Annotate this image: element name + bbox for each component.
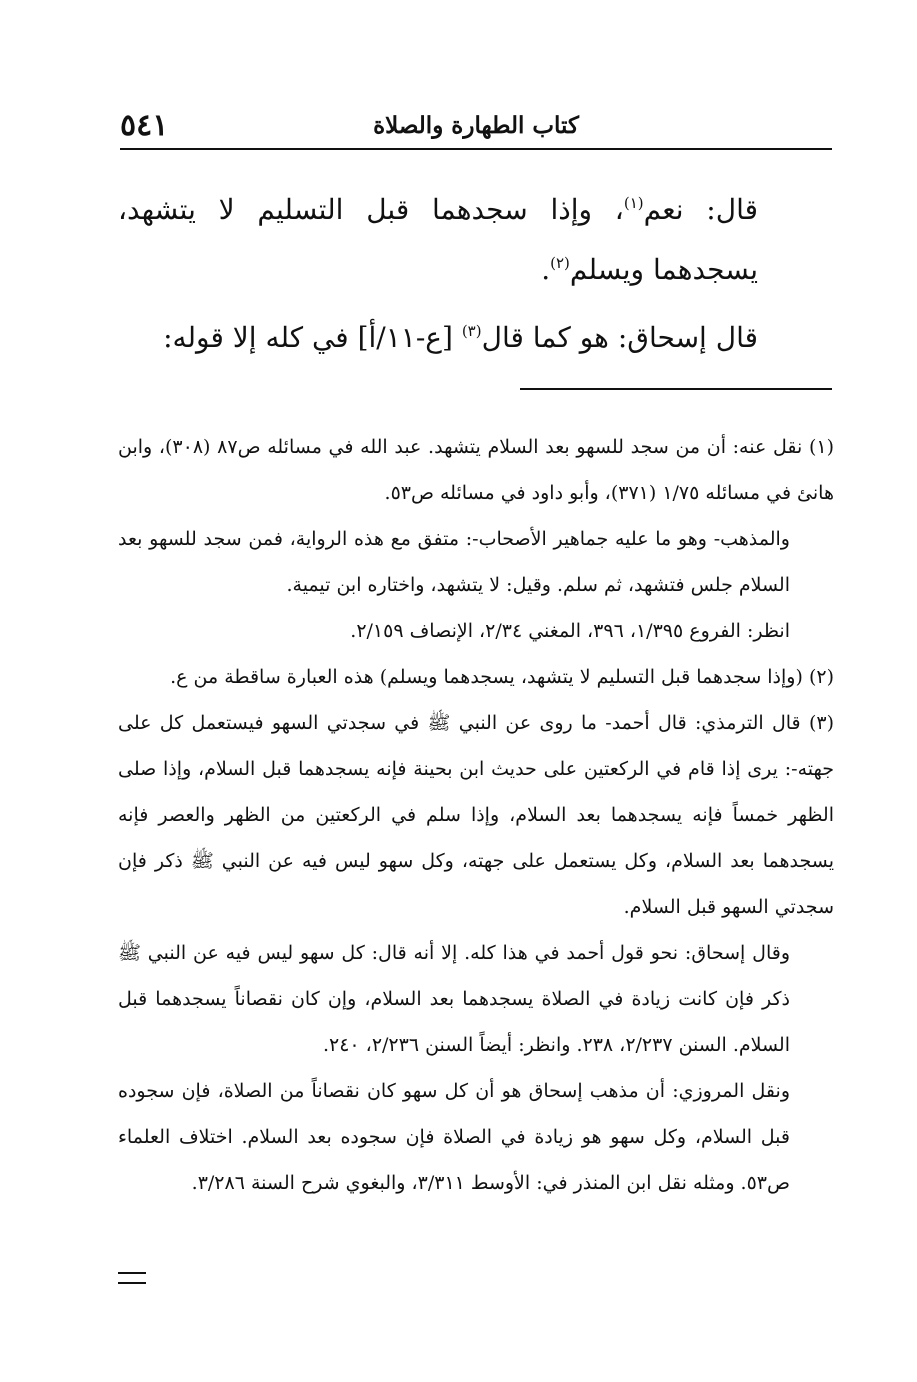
main-text-end: . (541, 253, 551, 286)
footnote-3 (118, 700, 834, 930)
footnote-3-paragraph-2: وقال إسحاق: نحو قول أحمد في هذا كله. إلا أنه قال: كل سهو ليس فيه عن النبي ﷺ ذكر فإن كانت زيادة في الصلاة يسجدهما بعد السلام، وإن كان نقصاناً يسجدهما قبل السلام. السنن ٢/٢٣٧، ٢٣٨. وانظر: أيضاً السنن ٢/٢٣٦، ٢٤٠. (118, 942, 791, 1056)
running-header (120, 108, 832, 144)
end-mark (118, 1272, 146, 1284)
footnote-3-paragraph-3: ونقل المروزي: أن مذهب إسحاق هو أن كل سهو كان نقصاناً من الصلاة، فإن سجوده قبل السلام، وكل سهو هو زيادة في الصلاة فإن سجوده بعد السلام. اختلاف العلماء ص٥٣. ومثله نقل ابن المنذر في: الأوسط ٣/٣١١، والبغوي شرح السنة ٣/٢٨٦. (118, 1080, 790, 1194)
footnote-marker: (١) (808, 436, 834, 458)
main-text-segment: ، وإذا سجدهما قبل التسليم لا يتشهد، يسجدهما ويسلم (118, 193, 758, 286)
page-number: ٥٤١ (120, 108, 169, 143)
footnote-2 (118, 654, 834, 700)
footnote-separator (520, 388, 832, 390)
footnote-text: قال الترمذي: قال أحمد- ما روى عن النبي ﷺ في سجدتي السهو فيستعمل كل على جهته-: يرى إذا قام في الركعتين على حديث ابن بحينة فإنه يسجدهما قبل السلام، وإذا صلى الظهر خمساً فإنه يسجدهما بعد السلام، وإذا سلم في الركعتين من الظهر والعصر فإنه يسجدهما بعد السلام، وكل يستعمل على جهته، وكل سهو ليس فيه عن النبي ﷺ ذكر فإن سجدتي السهو قبل السلام. (118, 712, 834, 918)
footnote-text: (وإذا سجدهما قبل التسليم لا يتشهد، يسجدهما ويسلم) هذه العبارة ساقطة من ع. (170, 666, 803, 688)
footnote-text: نقل عنه: أن من سجد للسهو بعد السلام يتشهد. عبد الله في مسائله ص٨٧ (٣٠٨)، وابن هانئ في مسائله ١/٧٥ (٣٧١)، وأبو داود في مسائله ص٥٣. (118, 436, 834, 504)
footnote-ref-3: (٣) (461, 322, 482, 340)
main-text-segment: [ع-١١/أ] في كله إلا قوله: (163, 321, 462, 354)
main-text-segment: قال إسحاق: هو كما قال (481, 321, 758, 354)
footnotes (118, 424, 834, 1206)
main-text (118, 180, 758, 368)
main-paragraph-2 (118, 308, 758, 368)
footnote-marker: (٣) (808, 712, 834, 734)
footnote-1 (118, 424, 834, 516)
footnote-1-paragraph-3: انظر: الفروع ١/٣٩٥، ٣٩٦، المغني ٢/٣٤، الإنصاف ٢/١٥٩. (350, 620, 790, 642)
main-text-segment: قال: نعم (643, 193, 758, 226)
footnote-ref-1: (١) (623, 194, 644, 212)
footnote-ref-2: (٢) (550, 254, 570, 272)
main-paragraph-1 (118, 180, 758, 300)
header-rule (120, 148, 832, 150)
footnote-marker: (٢) (808, 666, 834, 688)
running-title: كتاب الطهارة والصلاة (373, 112, 579, 139)
footnote-1-paragraph-2: والمذهب- وهو ما عليه جماهير الأصحاب-: متفق مع هذه الرواية، فمن سجد للسهو بعد السلام جلس فتشهد، ثم سلم. وقيل: لا يتشهد، واختاره ابن تيمية. (118, 528, 790, 596)
